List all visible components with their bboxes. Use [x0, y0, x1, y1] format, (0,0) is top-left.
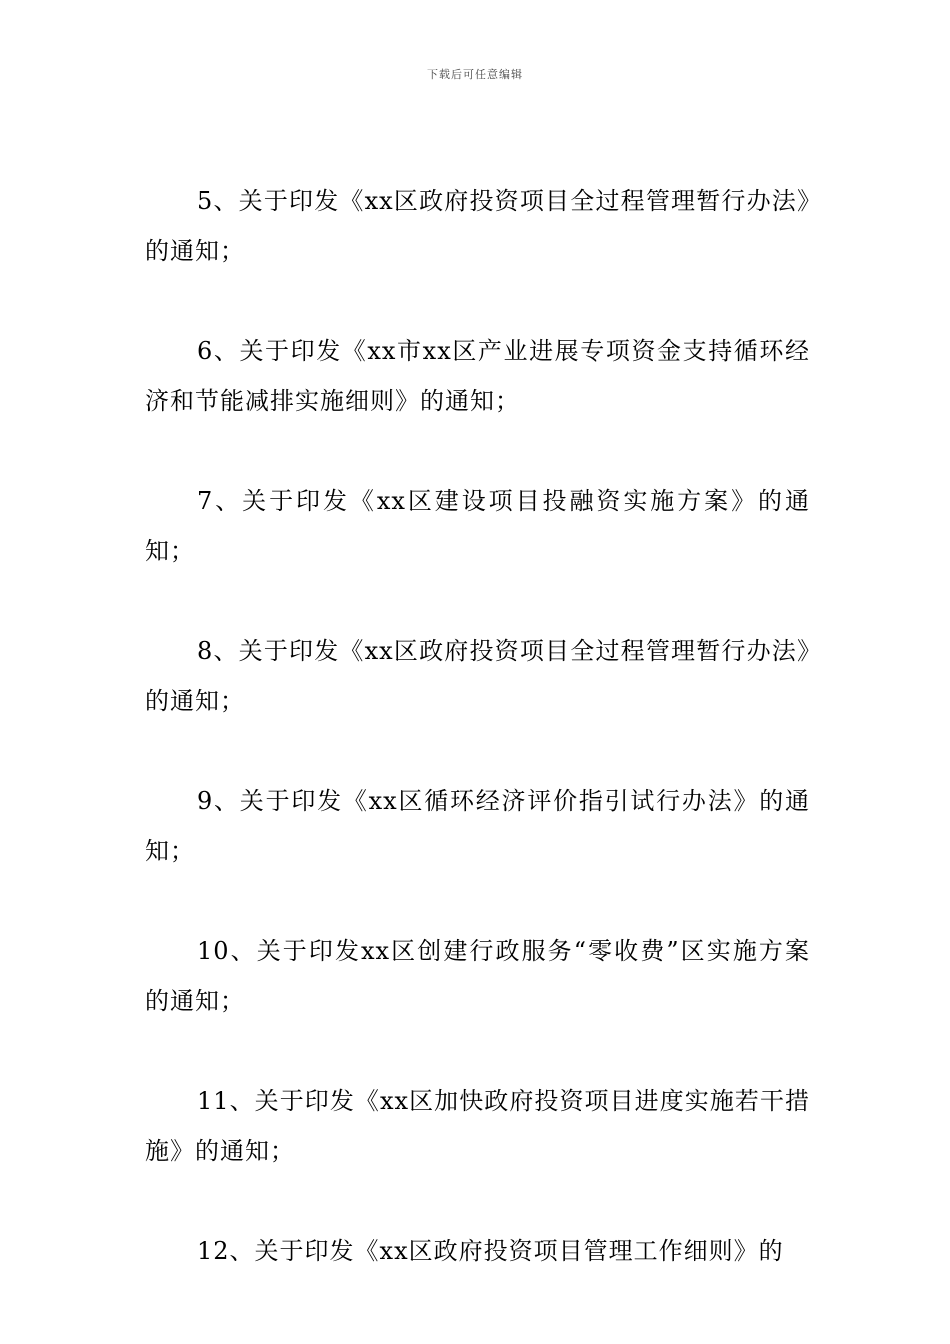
document-body: [145, 176, 810, 1326]
list-item: 8、关于印发《xx区政府投资项目全过程管理暂行办法》的通知；: [145, 637, 810, 715]
list-item: 7、关于印发《xx区建设项目投融资实施方案》的通知；: [145, 487, 810, 565]
list-item: 10、关于印发xx区创建行政服务“零收费”区实施方案的通知；: [145, 937, 810, 1015]
list-item: 12、关于印发《xx区政府投资项目管理工作细则》的: [197, 1237, 784, 1265]
list-item: 6、关于印发《xx市xx区产业进展专项资金支持循环经济和节能减排实施细则》的通知；: [145, 337, 810, 415]
list-item: 5、关于印发《xx区政府投资项目全过程管理暂行办法》的通知；: [145, 187, 810, 265]
header-note: 下载后可任意编辑: [427, 68, 523, 81]
list-item: 11、关于印发《xx区加快政府投资项目进度实施若干措施》的通知；: [145, 1087, 810, 1165]
list-item: 9、关于印发《xx区循环经济评价指引试行办法》的通知；: [145, 787, 810, 865]
